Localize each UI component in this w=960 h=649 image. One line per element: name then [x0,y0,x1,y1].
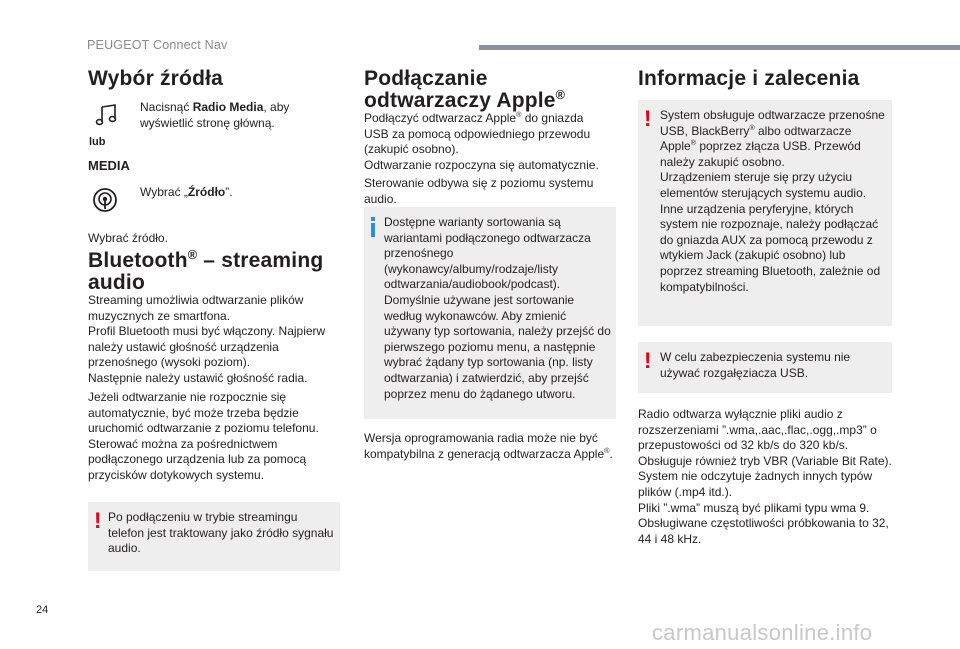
usb-warning-text: System obsługuje odtwarzacze przenośne USB, BlackBerry® albo odtwarzacze Apple® poprzez złącza USB. Przewód należy zakupić osobno. Urządzeniem steruje się przy użyciu elementów sterujących systemu audio. Inne urządzenia peryferyjne, których system nie rozpoznaje, należy podłączać do gniazda AUX za pomocą przewodu z wtykiem Jack (zakupić osobno) lub poprzez streaming Bluetooth, zależnie od kompatybilności. [660,108,885,294]
usb-warning-box [638,100,892,326]
usb-hub-warning-text: W celu zabezpieczenia systemu nie używać rozgałęziacza USB. [660,350,851,380]
info-tips-heading: Informacje i zalecenia [638,67,860,90]
bluetooth-profile-text: Profil Bluetooth musi być włączony. Najpierw należy ustawić głośność urządzenia przenośnego (wysoki poziom). Następnie należy ustawić głośność radia. [88,324,326,385]
warning-icon: ! [644,348,652,373]
apple-info-box [364,207,616,419]
media-button-label: MEDIA [88,158,130,173]
select-source-text: Wybrać źródło. [88,231,168,245]
music-note-icon [95,104,117,126]
apple-heading: Podłączanie odtwarzaczy Apple® [364,67,566,112]
bluetooth-warning-text: Po podłączeniu w trybie streamingu telefon jest traktowany jako źródło sygnału audio. [108,510,334,556]
watermark: carmanualsonline.info [652,620,873,645]
source-selection-heading: Wybór źródła [88,67,224,90]
bluetooth-heading: Bluetooth® – streaming audio [88,248,324,294]
warning-icon: ! [94,508,102,533]
warning-icon: ! [644,106,652,131]
header-title: PEUGEOT Connect Nav [87,38,228,52]
apple-control-text: Sterowanie odbywa się z poziomu systemu audio. [364,176,594,206]
source-option-label: Źródło [187,185,226,199]
audio-formats-text: Radio odtwarza wyłącznie pliki audio z rozszerzeniami ”.wma,.aac,.flac,.ogg,.mp3” o przepustowości od 32 kb/s do 320 kb/s. Obsługuje również tryb VBR (Variable Bit Rate). System nie odczytuje żadnych innych typów plików (.mp4 itd.). Pliki ”.wma” muszą być plikami typu wma 9. Obsługiwane częstotliwości próbkowania to 32, 44 i 48 kHz. [638,407,892,546]
select-source-instruction: Wybrać „Źródło”. [140,185,233,199]
info-icon [370,217,376,237]
or-label: lub [89,136,106,148]
apple-version-text: Wersja oprogramowania radia może nie być kompatybilna z generacją odtwarzacza Apple®. [364,431,613,461]
bluetooth-intro-text: Streaming umożliwia odtwarzanie plików muzycznych ze smartfona. [88,293,304,323]
usb-hub-warning-box [638,342,892,393]
radio-media-label: Radio Media [192,100,264,114]
press-radio-media-text: Nacisnąć Radio Media, aby wyświetlić stronę główną. [140,100,290,130]
apple-connect-text: Podłączyć odtwarzacz Apple® do gniazda USB za pomocą odpowiedniego przewodu (zakupić osobno). Odtwarzanie rozpoczyna się automatycznie. [364,110,599,172]
apple-info-text: Dostępne warianty sortowania są wariantami podłączonego odtwarzacza przenośnego (wykonawcy/albumy/rodzaje/listy odtwarzania/audiobook/podcast). Domyślnie używane jest sortowanie według wykonawców. Aby zmienić używany typ sortowania, należy przejść do pierwszego poziomu menu, a następnie wybrać żądany typ sortowania (np. listy odtwarzania) i zatwierdzić, aby przejść poprzez menu do żądanego utworu. [384,215,611,401]
radio-source-icon [92,187,118,213]
header-divider-bar [479,45,960,50]
page-number: 24 [36,604,49,616]
bluetooth-playback-text: Jeżeli odtwarzanie nie rozpocznie się automatycznie, być może trzeba będzie uruchomić odtwarzanie z poziomu telefonu. Sterować można za pośrednictwem podłączonego urządzenia lub za pomocą przycisków dotykowych systemu. [88,390,319,482]
bluetooth-warning-box [88,502,340,571]
